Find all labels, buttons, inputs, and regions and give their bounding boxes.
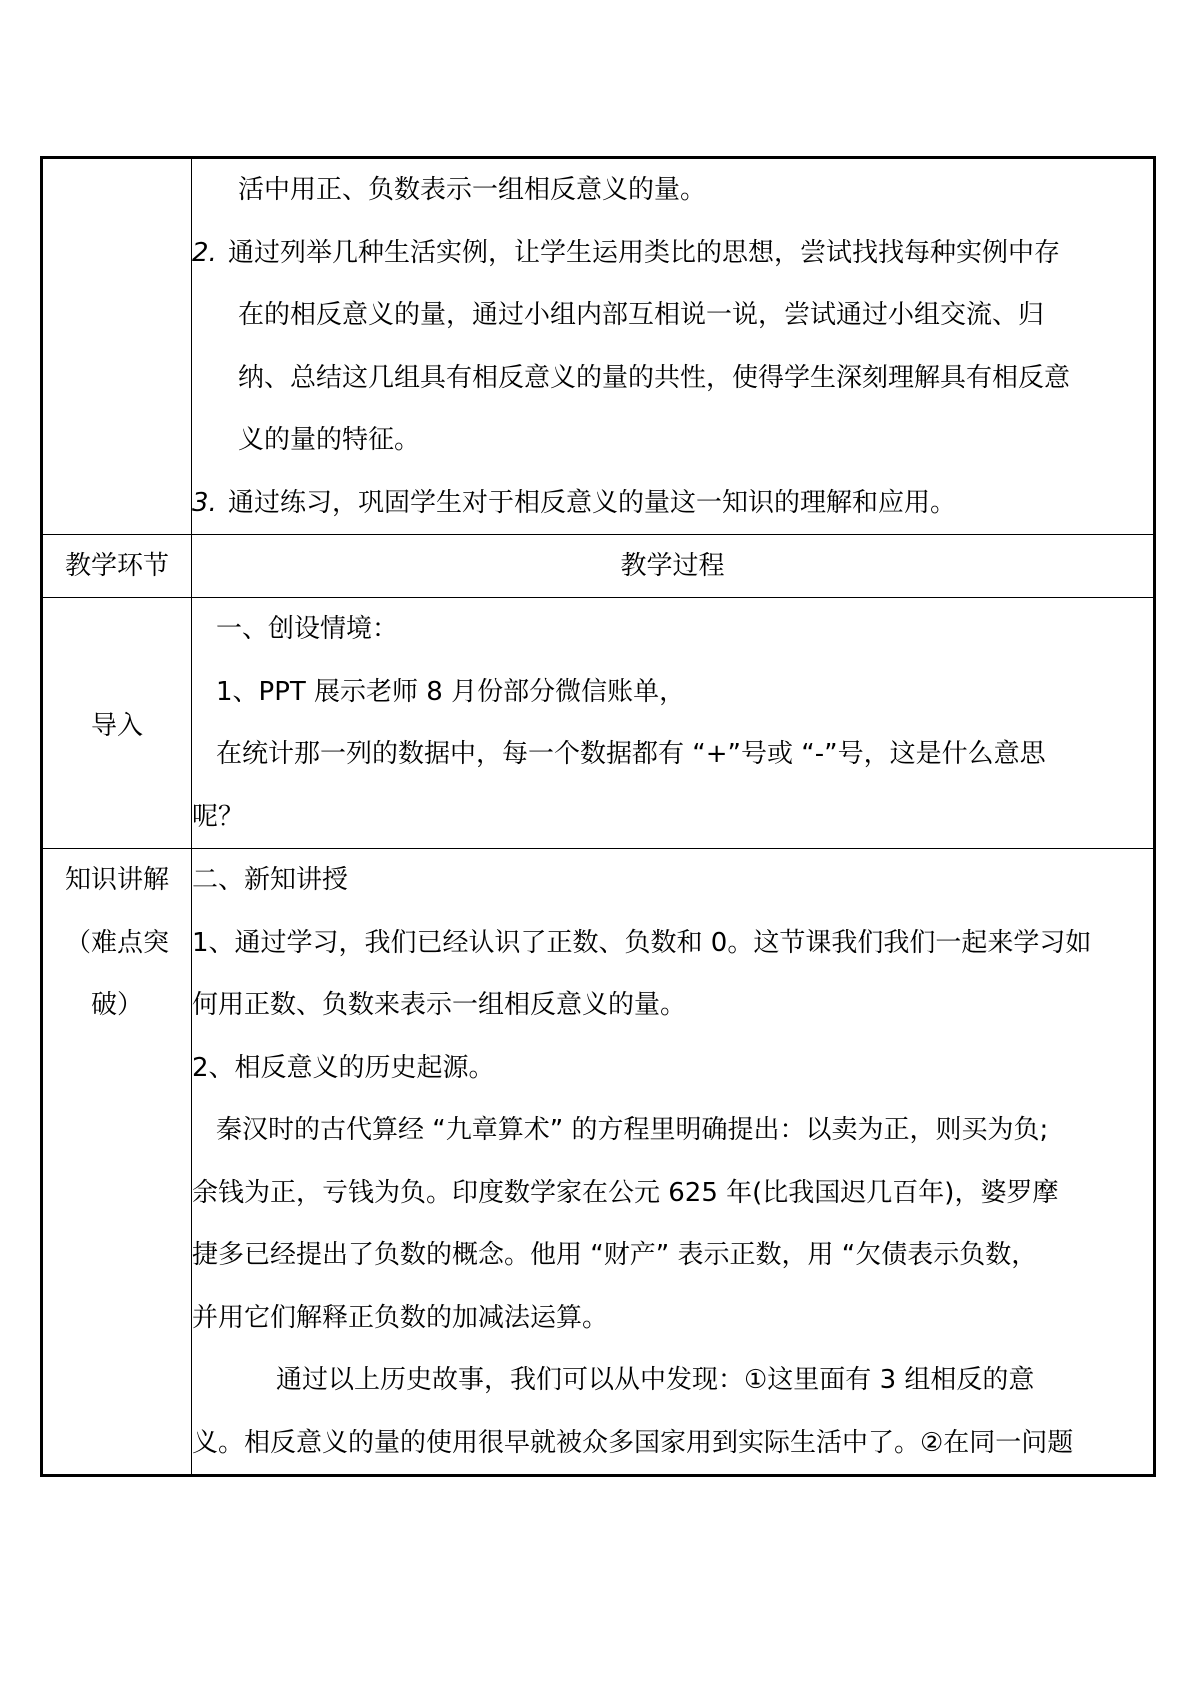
intro-line: 呢？ <box>192 801 245 832</box>
knowledge-line: 并用它们解释正负数的加减法运算。 <box>192 1302 609 1333</box>
intro-row <box>42 598 1155 849</box>
header-stage-cell <box>42 535 192 598</box>
intro-line: 在统计那一列的数据中，每一个数据都有 “+”号或 “-”号，这是什么意思 <box>216 739 1046 769</box>
knowledge-content-cell <box>192 849 1155 1476</box>
objective-line: 通过列举几种生活实例，让学生运用类比的思想，尝试找找每种实例中存 <box>228 237 1061 268</box>
objective-item-3 <box>192 472 1153 535</box>
lesson-plan-page <box>40 156 1156 1477</box>
knowledge-line: 何用正数、负数来表示一组相反意义的量。 <box>192 990 687 1020</box>
header-stage-label: 教学环节 <box>64 551 169 581</box>
objectives-label-cell <box>42 158 192 535</box>
header-row <box>42 535 1155 598</box>
knowledge-line: 二、新知讲授 <box>192 865 349 895</box>
lesson-plan-table <box>40 156 1156 1477</box>
objective-number: 2. <box>192 237 217 268</box>
objectives-row <box>42 158 1155 535</box>
knowledge-line: 通过以上历史故事，我们可以从中发现：①这里面有 3 组相反的意 <box>276 1365 1035 1395</box>
objective-line: 在的相反意义的量，通过小组内部互相说一说，尝试通过小组交流、归 <box>238 300 1045 330</box>
intro-line: 1、PPT 展示老师 8 月份部分微信账单， <box>216 676 686 707</box>
objective-line: 活中用正、负数表示一组相反意义的量。 <box>238 175 707 205</box>
knowledge-line: 2、相反意义的历史起源。 <box>192 1052 495 1083</box>
header-process-cell <box>192 535 1155 598</box>
intro-label: 导入 <box>90 710 143 741</box>
objective-number: 3. <box>192 487 217 518</box>
objective-line: 通过练习，巩固学生对于相反意义的量这一知识的理解和应用。 <box>228 487 957 518</box>
intro-content-cell <box>192 598 1155 849</box>
intro-label-cell <box>42 598 192 849</box>
objective-line: 纳、总结这几组具有相反意义的量的共性，使得学生深刻理解具有相反意 <box>238 362 1071 393</box>
objective-item-2 <box>192 222 1153 285</box>
knowledge-line: 捷多已经提出了负数的概念。他用 “财产” 表示正数，用 “欠债表示负数， <box>192 1240 1038 1270</box>
knowledge-label-cell <box>42 849 192 1476</box>
knowledge-line: 义。相反意义的量的使用很早就被众多国家用到实际生活中了。②在同一问题 <box>192 1427 1074 1458</box>
knowledge-line: 秦汉时的古代算经 “九章算术” 的方程里明确提出：以卖为正，则买为负; <box>216 1115 1049 1145</box>
knowledge-label-line: 破） <box>90 990 143 1020</box>
header-process-label: 教学过程 <box>620 551 725 581</box>
knowledge-line: 1、通过学习，我们已经认识了正数、负数和 0。这节课我们我们一起来学习如 <box>192 927 1092 958</box>
knowledge-row <box>42 849 1155 1476</box>
objectives-cell <box>192 158 1155 535</box>
knowledge-label-line: （难点突 <box>64 927 169 958</box>
intro-line: 一、创设情境： <box>216 614 399 644</box>
knowledge-line: 余钱为正，亏钱为负。印度数学家在公元 625 年(比我国迟几百年)，婆罗摩 <box>192 1177 1059 1208</box>
knowledge-label-line: 知识讲解 <box>64 865 169 895</box>
objective-line: 义的量的特征。 <box>238 425 421 455</box>
